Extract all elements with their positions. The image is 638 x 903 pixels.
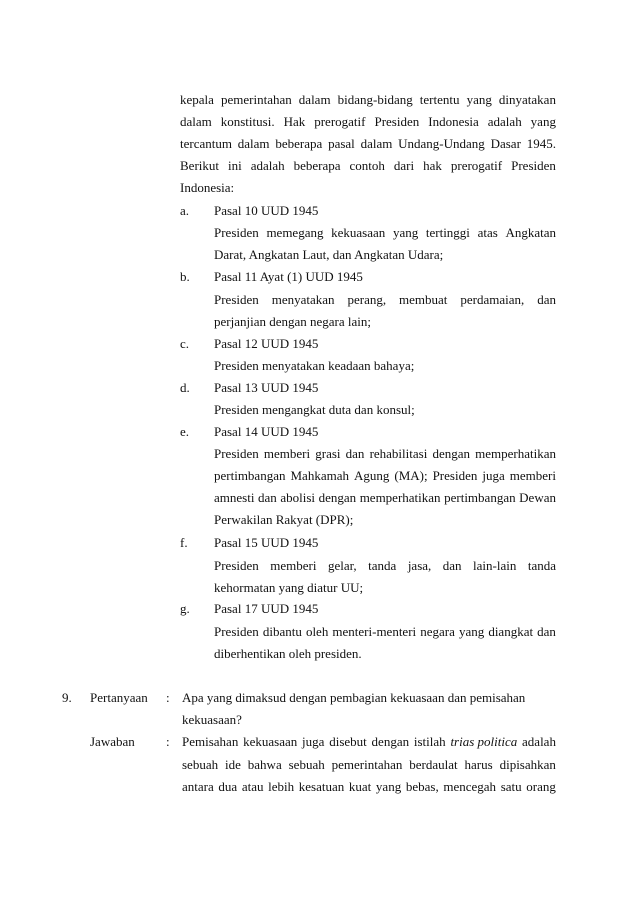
question-text-line-1: Apa yang dimaksud dengan pembagian kekuasaan dan pemisahan (182, 690, 526, 705)
word: Presiden (214, 624, 259, 639)
item-text-line: diberhentikan oleh presiden. (214, 646, 362, 661)
word: Presiden (374, 114, 420, 129)
word: tertinggi (425, 225, 470, 240)
item-text-line (214, 490, 556, 506)
word: dengan (318, 490, 357, 505)
item-title: Pasal 12 UUD 1945 (214, 336, 319, 351)
word: adalah (487, 114, 522, 129)
word: Presiden (214, 558, 259, 573)
word: Hak (283, 114, 306, 129)
answer-label: Jawaban (90, 734, 135, 749)
item-letter: c. (180, 336, 190, 351)
word: dan (258, 490, 277, 505)
word: orang (526, 779, 556, 794)
word: beberapa (293, 158, 341, 173)
item-letter: a. (180, 203, 190, 218)
item-title: Pasal 14 UUD 1945 (214, 424, 319, 439)
intro-line-3 (180, 136, 556, 152)
word: Presiden (511, 158, 556, 173)
word: lain-lain (473, 558, 517, 573)
word: juga (302, 734, 325, 749)
word: Angkatan (505, 225, 556, 240)
word: dalam (180, 114, 212, 129)
item-letter: b. (180, 269, 190, 284)
word: dengan (432, 446, 470, 461)
intro-line-1 (180, 92, 556, 108)
word: rehabilitasi (369, 446, 428, 461)
word: dalam (298, 92, 331, 107)
word: pertimbangan (444, 490, 516, 505)
word: Indonesia (428, 114, 479, 129)
item-text-line: Presiden mengangkat duta dan konsul; (214, 402, 415, 417)
word: memberi (509, 468, 556, 483)
item-text-line (214, 225, 556, 241)
word: atas (477, 225, 498, 240)
word: pemerintahan (331, 757, 403, 772)
word: lebih (268, 779, 295, 794)
word: Presiden (214, 225, 259, 240)
item-title: Pasal 11 Ayat (1) UUD 1945 (214, 269, 363, 284)
word: yang (466, 92, 492, 107)
word: memperhatikan (359, 490, 441, 505)
word: 1945. (526, 136, 556, 151)
word: Berikut (180, 158, 219, 173)
item-letter: f. (180, 535, 188, 550)
word: memegang (266, 225, 324, 240)
word: dua (218, 779, 238, 794)
word: bebas, (405, 779, 439, 794)
item-text-line: Darat, Angkatan Laut, dan Angkatan Udara; (214, 247, 444, 262)
intro-line-2 (180, 114, 556, 130)
word: dan (537, 292, 556, 307)
word: dinyatakan (498, 92, 556, 107)
word: membuat (399, 292, 448, 307)
word: kepala (180, 92, 214, 107)
word: negara (420, 624, 455, 639)
word: memberi (270, 558, 317, 573)
word: dibantu (262, 624, 302, 639)
item-text-line: perjanjian dengan negara lain; (214, 314, 372, 329)
word: kuat (348, 779, 372, 794)
intro-line-4 (180, 158, 556, 174)
item-title: Pasal 13 UUD 1945 (214, 380, 319, 395)
word: sebuah (182, 757, 219, 772)
question-label: Pertanyaan (90, 690, 148, 705)
word: yang (392, 225, 419, 240)
word: dari (393, 158, 415, 173)
word: dan (442, 558, 462, 573)
word: mencegah (443, 779, 497, 794)
question-number: 9. (62, 690, 72, 705)
word: perdamaian, (460, 292, 525, 307)
word: dengan (371, 734, 410, 749)
question-text-line-2: kekuasaan? (182, 712, 242, 727)
word: Agung (353, 468, 390, 483)
word: Presiden (214, 292, 259, 307)
word: dalam (360, 136, 393, 151)
item-text-line (214, 558, 556, 574)
item-text-line (214, 624, 556, 640)
word: pasal (328, 136, 355, 151)
word: pemerintahan (220, 92, 292, 107)
word: kesatuan (298, 779, 345, 794)
word: tanda (368, 558, 397, 573)
word: Dewan (519, 490, 556, 505)
word: ini (227, 158, 242, 173)
word: Presiden (214, 446, 259, 461)
word: dipisahkan (499, 757, 556, 772)
word: prerogatif (314, 114, 366, 129)
word: harus (464, 757, 493, 772)
word: Dasar (490, 136, 521, 151)
item-text-line (214, 446, 556, 462)
item-title: Pasal 10 UUD 1945 (214, 203, 319, 218)
word: dan (345, 446, 365, 461)
word: dalam (237, 136, 270, 151)
word: bahwa (247, 757, 282, 772)
word: antara (182, 779, 214, 794)
word: juga (482, 468, 505, 483)
word: jasa, (407, 558, 432, 573)
item-letter: g. (180, 601, 190, 616)
word: satu (500, 779, 522, 794)
word: adalah (250, 158, 285, 173)
word: memperhatikan (475, 446, 556, 461)
word: Undang-Undang (398, 136, 485, 151)
answer-text-line-1 (182, 734, 556, 750)
word: berdaulat (409, 757, 458, 772)
word: ide (225, 757, 241, 772)
answer-text-post: adalah (522, 734, 556, 749)
word: disebut (329, 734, 367, 749)
word: konstitusi. (220, 114, 275, 129)
word: prerogatif (450, 158, 503, 173)
word: yang (530, 114, 556, 129)
word: menteri-menteri (332, 624, 417, 639)
word: istilah (413, 734, 446, 749)
answer-text-line-3 (182, 779, 556, 795)
word: Pemisahan (182, 734, 239, 749)
item-title: Pasal 15 UUD 1945 (214, 535, 319, 550)
intro-line-5: Indonesia: (180, 180, 235, 195)
word: Mahkamah (290, 468, 349, 483)
question-colon: : (166, 690, 170, 705)
word: perang, (347, 292, 387, 307)
item-text-line: Presiden menyatakan keadaan bahaya; (214, 358, 415, 373)
word: menyatakan (271, 292, 335, 307)
word: yang (458, 624, 485, 639)
item-title: Pasal 17 UUD 1945 (214, 601, 319, 616)
word: Presiden (432, 468, 478, 483)
word: atau (241, 779, 264, 794)
word: tercantum (180, 136, 232, 151)
word: tanda (527, 558, 556, 573)
item-text-line: kehormatan yang diatur UU; (214, 580, 364, 595)
word: grasi (315, 446, 341, 461)
word: kekuasaan (331, 225, 386, 240)
word: beberapa (275, 136, 323, 151)
word: diangkat (488, 624, 534, 639)
item-letter: e. (180, 424, 190, 439)
word: hak (423, 158, 442, 173)
trias-politica-term: trias politica (450, 734, 518, 749)
word: kekuasaan (243, 734, 298, 749)
word: contoh (349, 158, 385, 173)
word: tertentu (419, 92, 460, 107)
word: memberi (263, 446, 311, 461)
item-text-line: Perwakilan Rakyat (DPR); (214, 512, 354, 527)
item-text-line (214, 468, 556, 484)
word: yang (375, 779, 402, 794)
word: bidang-bidang (337, 92, 413, 107)
word: (MA); (394, 468, 428, 483)
word: gelar, (327, 558, 357, 573)
word: dan (537, 624, 556, 639)
word: amnesti (214, 490, 255, 505)
answer-text-line-2 (182, 757, 556, 773)
item-text-line (214, 292, 556, 308)
word: pertimbangan (214, 468, 286, 483)
word: oleh (305, 624, 329, 639)
answer-colon: : (166, 734, 170, 749)
item-letter: d. (180, 380, 190, 395)
word: abolisi (280, 490, 316, 505)
word: sebuah (288, 757, 325, 772)
